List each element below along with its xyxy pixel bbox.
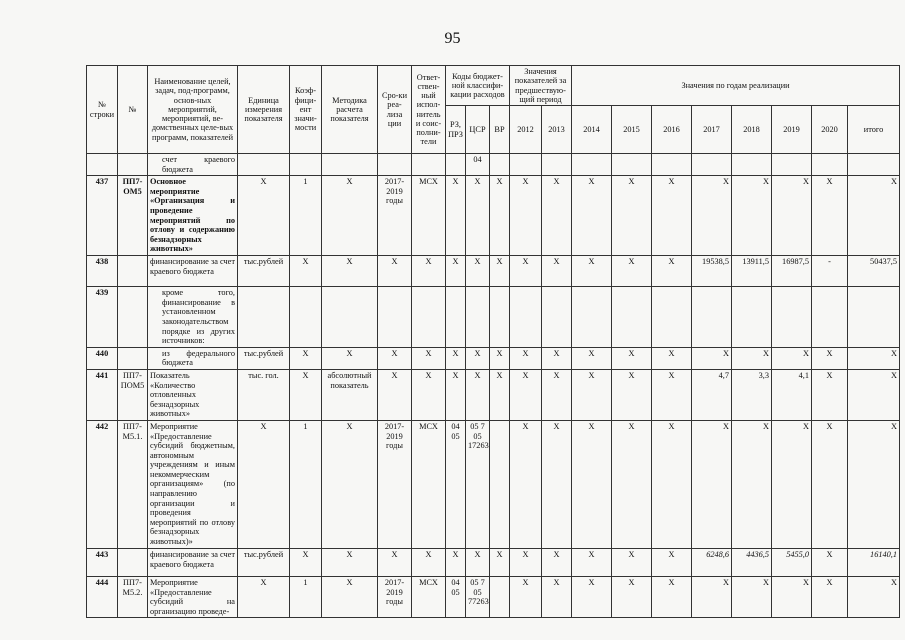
- header-csr: ЦСР: [466, 106, 490, 154]
- header-year-2019: 2019: [772, 106, 812, 154]
- cell-row-number: 437: [87, 176, 118, 256]
- cell-rz-prz: [446, 154, 466, 176]
- cell-2014: Х: [572, 369, 612, 420]
- cell-2018: 13911,5: [732, 256, 772, 287]
- cell-rz-prz: 04 05: [446, 576, 466, 617]
- cell-vr: Х: [490, 369, 510, 420]
- cell-unit: Х: [238, 576, 290, 617]
- page-number: 95: [444, 30, 461, 47]
- cell-csr: [466, 287, 490, 348]
- header-year-2013: 2013: [542, 106, 572, 154]
- cell-method: Х: [322, 548, 378, 576]
- cell-method: Х: [322, 176, 378, 256]
- cell-2020: Х: [812, 420, 848, 548]
- cell-2019: [772, 287, 812, 348]
- header-total: итого: [848, 106, 900, 154]
- cell-executor: Х: [412, 369, 446, 420]
- cell-row-number: 441: [87, 369, 118, 420]
- table-row: [87, 576, 900, 617]
- cell-csr: Х: [466, 548, 490, 576]
- cell-2016: Х: [652, 369, 692, 420]
- cell-csr: Х: [466, 176, 490, 256]
- cell-2016: Х: [652, 420, 692, 548]
- cell-2020: [812, 154, 848, 176]
- cell-unit: [238, 154, 290, 176]
- header-row-number: № строки: [87, 66, 118, 154]
- cell-2012: [510, 154, 542, 176]
- header-year-2014: 2014: [572, 106, 612, 154]
- cell-2013: Х: [542, 256, 572, 287]
- cell-total: 16140,1: [848, 548, 900, 576]
- cell-2017: Х: [692, 576, 732, 617]
- cell-coefficient: Х: [290, 369, 322, 420]
- cell-number: ПП7-М5.2.: [118, 576, 148, 617]
- cell-2016: Х: [652, 347, 692, 369]
- cell-2012: Х: [510, 176, 542, 256]
- cell-2014: [572, 287, 612, 348]
- cell-unit: тыс.рублей: [238, 256, 290, 287]
- cell-2017: Х: [692, 347, 732, 369]
- cell-number: [118, 256, 148, 287]
- cell-2018: 4436,5: [732, 548, 772, 576]
- cell-vr: Х: [490, 256, 510, 287]
- header-budget-codes: Коды бюджет-ной классифи-кации расходов: [446, 66, 510, 106]
- cell-method: Х: [322, 576, 378, 617]
- cell-2019: Х: [772, 576, 812, 617]
- cell-rz-prz: Х: [446, 347, 466, 369]
- cell-2017: [692, 154, 732, 176]
- cell-2012: Х: [510, 256, 542, 287]
- cell-executor: МСХ: [412, 576, 446, 617]
- cell-number: ПП7-ПОМ5: [118, 369, 148, 420]
- cell-2018: [732, 287, 772, 348]
- cell-2017: 4,7: [692, 369, 732, 420]
- cell-terms: Х: [378, 548, 412, 576]
- cell-2015: Х: [612, 176, 652, 256]
- cell-executor: [412, 287, 446, 348]
- cell-2019: 5455,0: [772, 548, 812, 576]
- cell-terms: [378, 287, 412, 348]
- cell-2015: Х: [612, 548, 652, 576]
- cell-2013: Х: [542, 576, 572, 617]
- cell-number: [118, 287, 148, 348]
- cell-2014: Х: [572, 347, 612, 369]
- cell-2020: Х: [812, 576, 848, 617]
- header-vr: ВР: [490, 106, 510, 154]
- header-unit: Единица измерения показателя: [238, 66, 290, 154]
- cell-unit: тыс.рублей: [238, 347, 290, 369]
- cell-2017: 6248,6: [692, 548, 732, 576]
- header-coefficient: Коэф-фици-ент значи-мости: [290, 66, 322, 154]
- table-row: [87, 154, 900, 176]
- table-row: [87, 420, 900, 548]
- cell-number: [118, 154, 148, 176]
- cell-2018: 3,3: [732, 369, 772, 420]
- cell-row-number: 440: [87, 347, 118, 369]
- cell-row-number: 443: [87, 548, 118, 576]
- header-previous-period: Значения показателей за предшествую-щий период: [510, 66, 572, 106]
- header-year-2016: 2016: [652, 106, 692, 154]
- table-row: [87, 548, 900, 576]
- cell-vr: [490, 287, 510, 348]
- cell-row-number: 439: [87, 287, 118, 348]
- cell-2017: Х: [692, 176, 732, 256]
- cell-2019: Х: [772, 420, 812, 548]
- header-method: Методика расчета показателя: [322, 66, 378, 154]
- cell-name: из федерального бюджета: [148, 347, 238, 369]
- cell-rz-prz: Х: [446, 369, 466, 420]
- cell-name: счет краевого бюджета: [148, 154, 238, 176]
- cell-unit: Х: [238, 176, 290, 256]
- cell-2017: [692, 287, 732, 348]
- cell-total: [848, 287, 900, 348]
- cell-2019: 4,1: [772, 369, 812, 420]
- table-row: [87, 287, 900, 348]
- indicator-table: [86, 65, 900, 618]
- cell-terms: 2017-2019 годы: [378, 176, 412, 256]
- cell-total: Х: [848, 420, 900, 548]
- cell-2020: Х: [812, 369, 848, 420]
- cell-2019: Х: [772, 176, 812, 256]
- cell-2013: [542, 154, 572, 176]
- cell-2013: Х: [542, 176, 572, 256]
- cell-executor: Х: [412, 256, 446, 287]
- cell-row-number: 438: [87, 256, 118, 287]
- cell-2012: Х: [510, 576, 542, 617]
- header-name: Наименование целей, задач, под-программ, основ-ных мероприятий, мероприятий, ве-домственных целе-вых программ, показателей: [148, 66, 238, 154]
- cell-2014: Х: [572, 256, 612, 287]
- cell-number: ПП7-М5.1.: [118, 420, 148, 548]
- cell-2013: Х: [542, 369, 572, 420]
- cell-executor: [412, 154, 446, 176]
- cell-2018: [732, 154, 772, 176]
- cell-vr: [490, 154, 510, 176]
- cell-terms: Х: [378, 347, 412, 369]
- cell-name: финансирование за счет краевого бюджета: [148, 256, 238, 287]
- cell-coefficient: 1: [290, 420, 322, 548]
- cell-2013: Х: [542, 347, 572, 369]
- cell-row-number: [87, 154, 118, 176]
- cell-2012: Х: [510, 420, 542, 548]
- cell-unit: тыс.рублей: [238, 548, 290, 576]
- table-row: [87, 369, 900, 420]
- cell-executor: Х: [412, 347, 446, 369]
- cell-name: кроме того, финансирование в установленном законодательством порядке из других источников:: [148, 287, 238, 348]
- cell-2015: [612, 154, 652, 176]
- cell-2020: Х: [812, 347, 848, 369]
- cell-coefficient: 1: [290, 576, 322, 617]
- cell-coefficient: Х: [290, 347, 322, 369]
- cell-csr: 05 7 05 17263: [466, 420, 490, 548]
- cell-2014: Х: [572, 548, 612, 576]
- cell-terms: Х: [378, 256, 412, 287]
- cell-method: Х: [322, 347, 378, 369]
- cell-name: Основное мероприятие «Организация и проведение мероприятий по отлову и содержанию безнадзорных животных»: [148, 176, 238, 256]
- cell-2014: [572, 154, 612, 176]
- cell-terms: 2017-2019 годы: [378, 576, 412, 617]
- header-executor: Ответ-ствен-ный испол-нитель и соис-полни-тели: [412, 66, 446, 154]
- cell-terms: 2017-2019 годы: [378, 420, 412, 548]
- table-row: [87, 256, 900, 287]
- cell-terms: Х: [378, 369, 412, 420]
- cell-2014: Х: [572, 420, 612, 548]
- cell-2018: Х: [732, 347, 772, 369]
- cell-method: Х: [322, 420, 378, 548]
- cell-2012: [510, 287, 542, 348]
- cell-2017: 19538,5: [692, 256, 732, 287]
- cell-2018: Х: [732, 176, 772, 256]
- cell-coefficient: [290, 154, 322, 176]
- cell-2012: Х: [510, 369, 542, 420]
- cell-unit: тыс. гол.: [238, 369, 290, 420]
- cell-2016: [652, 287, 692, 348]
- cell-csr: Х: [466, 256, 490, 287]
- header-year-2012: 2012: [510, 106, 542, 154]
- table-row: [87, 347, 900, 369]
- cell-coefficient: [290, 287, 322, 348]
- cell-name: финансирование за счет краевого бюджета: [148, 548, 238, 576]
- cell-rz-prz: 04 05: [446, 420, 466, 548]
- table-row: [87, 176, 900, 256]
- cell-total: Х: [848, 576, 900, 617]
- cell-coefficient: Х: [290, 256, 322, 287]
- cell-total: Х: [848, 176, 900, 256]
- cell-rz-prz: Х: [446, 256, 466, 287]
- cell-method: абсолютный показатель: [322, 369, 378, 420]
- cell-total: 50437,5: [848, 256, 900, 287]
- cell-rz-prz: Х: [446, 548, 466, 576]
- cell-2013: [542, 287, 572, 348]
- cell-2014: Х: [572, 176, 612, 256]
- cell-csr: Х: [466, 369, 490, 420]
- header-rz-prz: РЗ, ПРЗ: [446, 106, 466, 154]
- cell-method: Х: [322, 256, 378, 287]
- cell-2020: -: [812, 256, 848, 287]
- cell-rz-prz: Х: [446, 176, 466, 256]
- cell-2015: Х: [612, 347, 652, 369]
- cell-2015: Х: [612, 369, 652, 420]
- cell-vr: Х: [490, 176, 510, 256]
- cell-2016: Х: [652, 576, 692, 617]
- header-number: №: [118, 66, 148, 154]
- cell-csr: Х: [466, 347, 490, 369]
- cell-executor: Х: [412, 548, 446, 576]
- cell-unit: [238, 287, 290, 348]
- header-year-2020: 2020: [812, 106, 848, 154]
- cell-2019: Х: [772, 347, 812, 369]
- cell-method: [322, 287, 378, 348]
- cell-number: [118, 347, 148, 369]
- cell-total: Х: [848, 347, 900, 369]
- header-terms: Сро-ки реа-лиза ции: [378, 66, 412, 154]
- cell-2016: [652, 154, 692, 176]
- cell-vr: Х: [490, 347, 510, 369]
- cell-2012: Х: [510, 548, 542, 576]
- cell-csr: 05 7 05 77263: [466, 576, 490, 617]
- cell-coefficient: Х: [290, 548, 322, 576]
- cell-2016: Х: [652, 548, 692, 576]
- cell-rz-prz: [446, 287, 466, 348]
- cell-vr: Х: [490, 548, 510, 576]
- cell-name: Мероприятие «Предоставление субсидий бюджетным, автономным учреждениям и иным некоммерческим организациям» (по направлению организации и проведения мероприятий по отлову безнадзорных животных)»: [148, 420, 238, 548]
- cell-2019: [772, 154, 812, 176]
- cell-executor: МСХ: [412, 420, 446, 548]
- cell-csr: 04: [466, 154, 490, 176]
- cell-number: ПП7-ОМ5: [118, 176, 148, 256]
- cell-2020: [812, 287, 848, 348]
- cell-2015: Х: [612, 420, 652, 548]
- cell-row-number: 444: [87, 576, 118, 617]
- cell-method: [322, 154, 378, 176]
- cell-2020: Х: [812, 176, 848, 256]
- cell-unit: Х: [238, 420, 290, 548]
- cell-2016: Х: [652, 256, 692, 287]
- cell-row-number: 442: [87, 420, 118, 548]
- cell-number: [118, 548, 148, 576]
- header-year-2015: 2015: [612, 106, 652, 154]
- table-body: [87, 154, 900, 618]
- cell-2015: [612, 287, 652, 348]
- cell-vr: [490, 576, 510, 617]
- cell-2014: Х: [572, 576, 612, 617]
- header-year-2017: 2017: [692, 106, 732, 154]
- cell-2012: Х: [510, 347, 542, 369]
- cell-name: Мероприятие «Предоставление субсидий на организацию проведе-: [148, 576, 238, 617]
- cell-terms: [378, 154, 412, 176]
- cell-2017: Х: [692, 420, 732, 548]
- header-years-values: Значения по годам реализации: [572, 66, 900, 106]
- cell-2019: 16987,5: [772, 256, 812, 287]
- cell-vr: [490, 420, 510, 548]
- cell-coefficient: 1: [290, 176, 322, 256]
- cell-total: Х: [848, 369, 900, 420]
- cell-2015: Х: [612, 576, 652, 617]
- cell-2013: Х: [542, 548, 572, 576]
- cell-name: Показатель «Количество отловленных безнадзорных животных»: [148, 369, 238, 420]
- cell-2016: Х: [652, 176, 692, 256]
- header-year-2018: 2018: [732, 106, 772, 154]
- cell-2015: Х: [612, 256, 652, 287]
- cell-2013: Х: [542, 420, 572, 548]
- cell-executor: МСХ: [412, 176, 446, 256]
- cell-2018: Х: [732, 576, 772, 617]
- cell-2018: Х: [732, 420, 772, 548]
- cell-2020: Х: [812, 548, 848, 576]
- cell-total: [848, 154, 900, 176]
